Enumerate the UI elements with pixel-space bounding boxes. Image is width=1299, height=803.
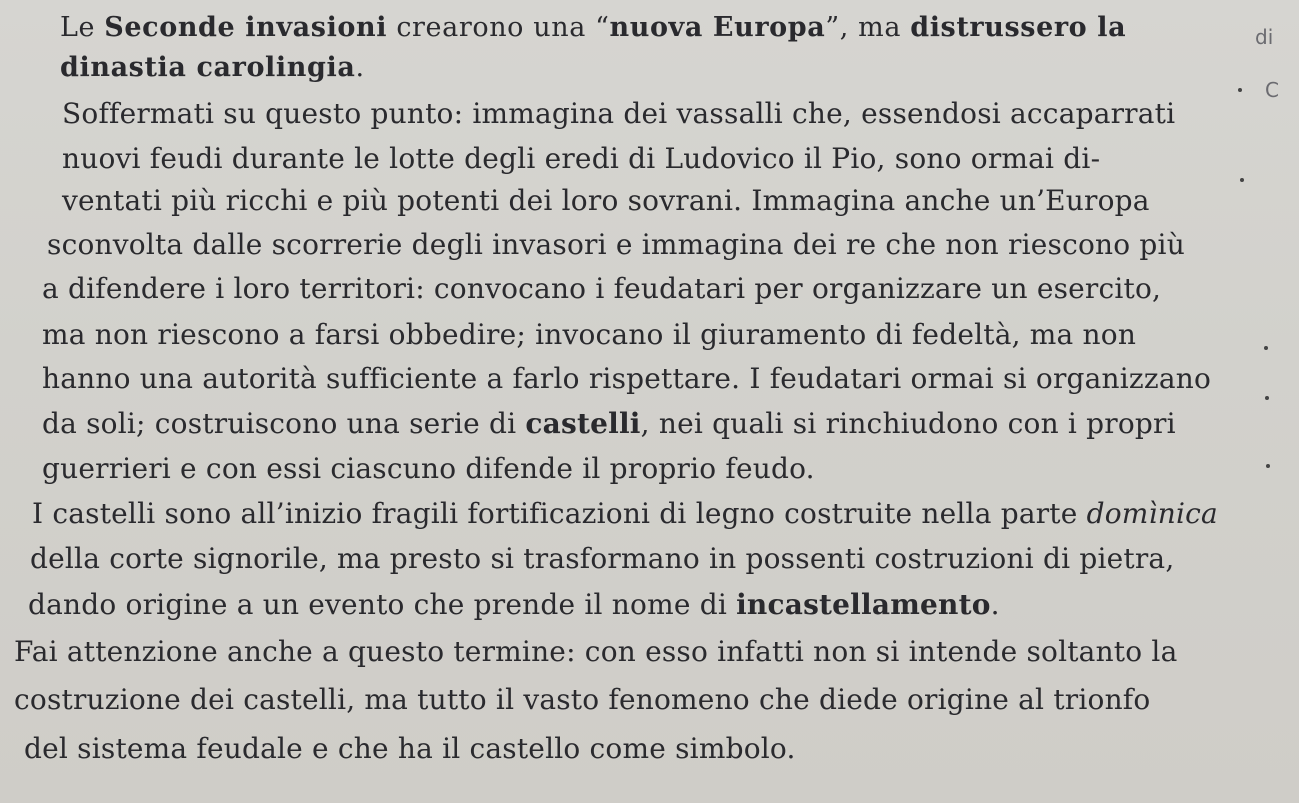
body-line-14: costruzione dei castelli, ma tutto il vasto fenomeno che diede origine al trionfo [14,683,1151,716]
body-line-6: ma non riescono a farsi obbedire; invocano il giuramento di fedeltà, ma non [42,318,1137,351]
body-line-3: ventati più ricchi e più potenti dei loro sovrani. Immagina anche un’Europa [62,184,1150,217]
margin-bullet [1238,88,1242,92]
margin-bullet [1240,178,1244,182]
body-line-10: I castelli sono all’inizio fragili fortificazioni di legno costruite nella parte domìnica [32,497,1218,530]
body-line-13: Fai attenzione anche a questo termine: con esso infatti non si intende soltanto la [14,635,1178,668]
margin-bullet [1266,464,1270,468]
body-line-5: a difendere i loro territori: convocano i feudatari per organizzare un esercito, [42,272,1162,305]
body-line-8: da soli; costruiscono una serie di castelli, nei quali si rinchiudono con i propri [42,407,1176,440]
margin-bullet [1265,396,1269,400]
margin-fragment-2: C [1265,78,1279,102]
intro-line-2: dinastia carolingia. [60,52,365,83]
body-line-4: sconvolta dalle scorrerie degli invasori e immagina dei re che non riescono più [47,228,1185,261]
intro-line-1: Le Seconde invasioni crearono una “nuova Europa”, ma distrussero la [60,12,1127,43]
body-line-1: Soffermati su questo punto: immagina dei vassalli che, essendosi accaparrati [62,97,1176,130]
body-line-9: guerrieri e con essi ciascuno difende il proprio feudo. [42,452,815,485]
body-line-11: della corte signorile, ma presto si trasformano in possenti costruzioni di pietra, [30,542,1175,575]
margin-bullet [1264,346,1268,350]
body-line-2: nuovi feudi durante le lotte degli eredi di Ludovico il Pio, sono ormai di- [62,142,1101,175]
body-line-7: hanno una autorità sufficiente a farlo rispettare. I feudatari ormai si organizzano [42,362,1212,395]
margin-fragment-1: di [1255,25,1274,49]
body-line-12: dando origine a un evento che prende il nome di incastellamento. [28,588,1000,621]
body-line-15: del sistema feudale e che ha il castello come simbolo. [24,732,796,765]
